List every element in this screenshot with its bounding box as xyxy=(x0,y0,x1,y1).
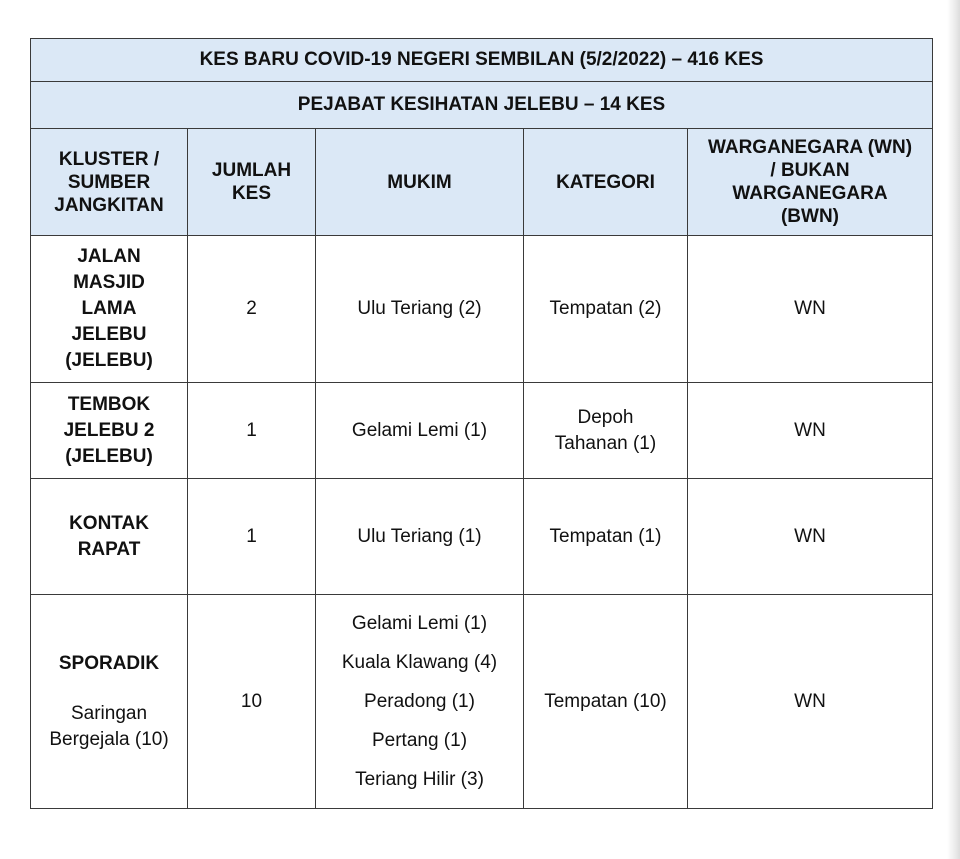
jumlah-cell: 1 xyxy=(188,479,316,595)
table-subtitle-row xyxy=(31,82,933,129)
covid-cases-table xyxy=(30,38,933,809)
header-jumlah: JUMLAH KES xyxy=(188,129,316,236)
header-kluster: KLUSTER / SUMBER JANGKITAN xyxy=(31,129,188,236)
header-warganegara: WARGANEGARA (WN) / BUKAN WARGANEGARA (BWN) xyxy=(688,129,933,236)
table-subtitle: PEJABAT KESIHATAN JELEBU – 14 KES xyxy=(31,82,933,129)
table-title-row xyxy=(31,39,933,82)
header-kategori: KATEGORI xyxy=(524,129,688,236)
table-row xyxy=(31,479,933,595)
kategori-cell: Tempatan (10) xyxy=(524,595,688,809)
jumlah-cell: 1 xyxy=(188,383,316,479)
kluster-cell: KONTAK RAPAT xyxy=(31,479,188,595)
mukim-cell: Gelami Lemi (1) Kuala Klawang (4) Peradong (1) Pertang (1) Teriang Hilir (3) xyxy=(316,595,524,809)
kluster-cell: SPORADIK Saringan Bergejala (10) xyxy=(31,595,188,809)
kluster-cell: JALAN MASJID LAMA JELEBU (JELEBU) xyxy=(31,236,188,383)
kategori-cell: Depoh Tahanan (1) xyxy=(524,383,688,479)
kluster-cell: TEMBOK JELEBU 2 (JELEBU) xyxy=(31,383,188,479)
mukim-cell: Ulu Teriang (1) xyxy=(316,479,524,595)
mukim-cell: Gelami Lemi (1) xyxy=(316,383,524,479)
table-row xyxy=(31,383,933,479)
page-edge-shadow xyxy=(947,0,960,859)
wn-cell: WN xyxy=(688,595,933,809)
jumlah-cell: 2 xyxy=(188,236,316,383)
table-row xyxy=(31,236,933,383)
header-row xyxy=(31,129,933,236)
kategori-cell: Tempatan (1) xyxy=(524,479,688,595)
mukim-cell: Ulu Teriang (2) xyxy=(316,236,524,383)
kategori-cell: Tempatan (2) xyxy=(524,236,688,383)
wn-cell: WN xyxy=(688,479,933,595)
header-mukim: MUKIM xyxy=(316,129,524,236)
wn-cell: WN xyxy=(688,383,933,479)
table-row xyxy=(31,595,933,809)
kluster-note: Saringan Bergejala (10) xyxy=(49,702,169,750)
wn-cell: WN xyxy=(688,236,933,383)
jumlah-cell: 10 xyxy=(188,595,316,809)
table-title: KES BARU COVID-19 NEGERI SEMBILAN (5/2/2022) – 416 KES xyxy=(31,39,933,82)
